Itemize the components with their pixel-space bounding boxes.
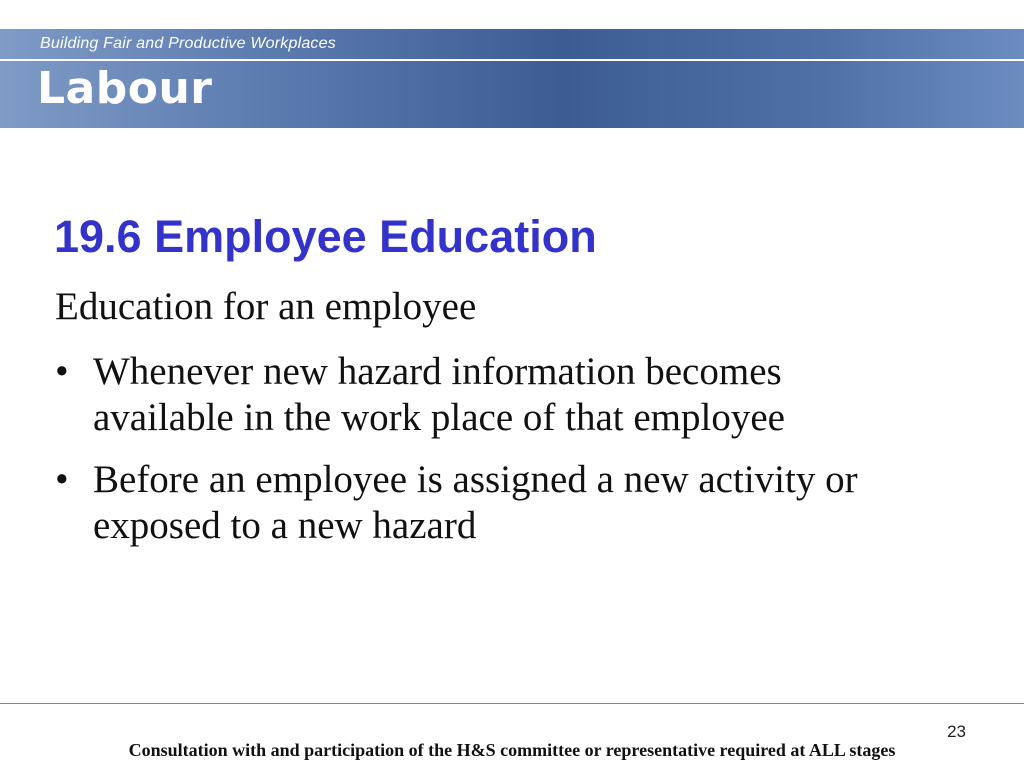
lead-text: Education for an employee [55,285,477,328]
slide-body [55,284,955,565]
bullet-text: Whenever new hazard information becomes available in the work place of that employee [93,350,785,439]
footer-divider [0,703,1024,704]
header-tagline: Building Fair and Productive Workplaces [40,35,336,52]
bullet-list [55,349,955,549]
bullet-marker: • [55,350,69,393]
slide-title: 19.6 Employee Education [54,211,597,263]
bullet-item [55,457,913,549]
bullet-marker: • [55,458,69,501]
labour-logo: Labour [37,63,213,114]
footer-note: Consultation with and participation of the H&S committee or representative required at ALL stages [128,740,896,760]
bullet-item [55,349,913,441]
page-number: 23 [947,722,966,741]
header-divider [0,59,1024,61]
header-banner [0,29,1024,128]
bullet-text: Before an employee is assigned a new activity or exposed to a new hazard [93,458,858,547]
